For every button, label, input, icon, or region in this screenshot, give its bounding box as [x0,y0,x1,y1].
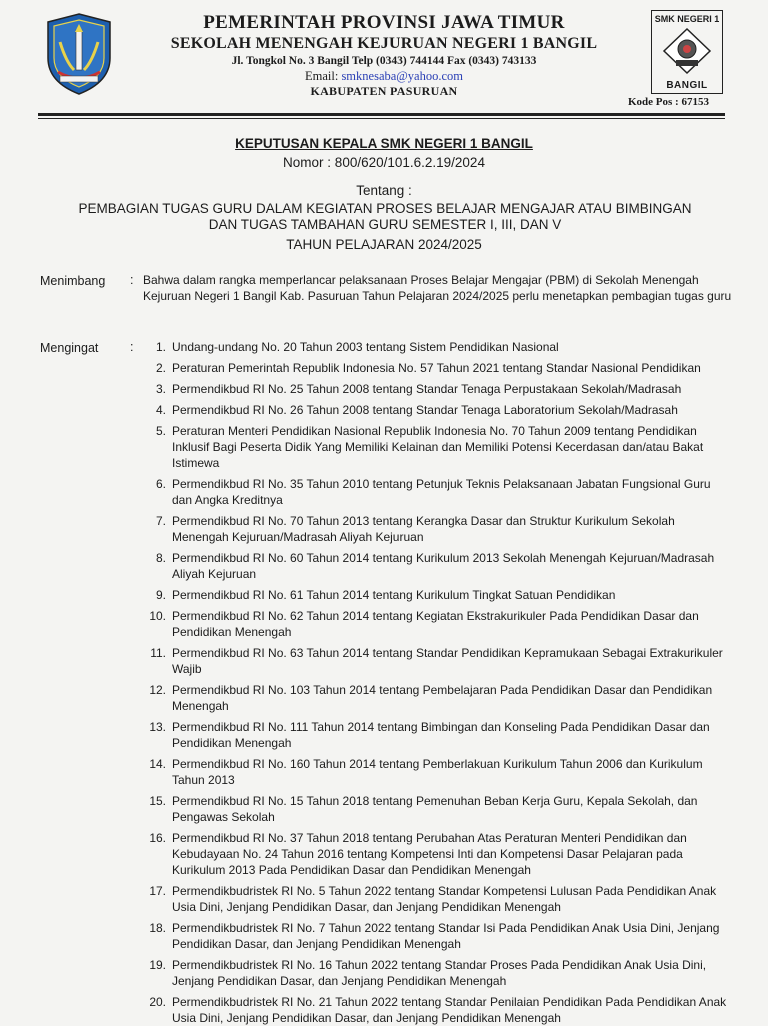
academic-year: TAHUN PELAJARAN 2024/2025 [286,237,482,252]
email-label: Email: [304,69,342,83]
decree-number: Nomor : 800/620/101.6.2.19/2024 [283,155,485,170]
list-item-number: 15. [149,794,166,808]
list-item [0,793,768,825]
list-item [0,957,768,989]
list-item-text: Permendikbudristek RI No. 7 Tahun 2022 tentang Standar Isi Pada Pendidikan Anak Usia Dini, Jenjang Pendidikan Dasar, dan Jenjang Pendidikan Menengah [172,921,720,951]
list-item-text: Permendikbud RI No. 37 Tahun 2018 tentang Perubahan Atas Peraturan Menteri Pendidikan dan Kebudayaan No. 24 Tahun 2016 tentang Kompetensi Inti dan Kompetensi Dasar Pelajaran pada Kurikulum 2013 Pada Pendidikan Dasar dan Pendidikan Menengah [172,831,687,877]
list-item-number: 6. [155,477,166,491]
school-logo-top-text: SMK NEGERI 1 [654,14,720,24]
school-logo [651,10,723,94]
list-item [0,339,768,355]
list-item-text: Permendikbud RI No. 62 Tahun 2014 tentang Kegiatan Ekstrakurikuler Pada Pendidikan Dasar dan Pendidikan Menengah [172,609,699,639]
school-logo-bottom-text: BANGIL [666,80,708,91]
list-item [0,360,768,376]
menimbang-text: Bahwa dalam rangka memperlancar pelaksanaan Proses Belajar Mengajar (PBM) di Sekolah Menengah Kejuruan Negeri 1 Bangil Kab. Pasuruan Tahun Pelajaran 2024/2025 perlu menetapkan pembagian tugas guru [143,273,732,303]
list-item-number: 20. [149,995,166,1009]
list-item [0,830,768,878]
list-item-number: 8. [155,551,166,565]
list-item-number: 12. [149,683,166,697]
mengingat-list [0,339,768,1026]
list-item-number: 19. [149,958,166,972]
list-item-number: 3. [155,382,166,396]
list-item [0,719,768,751]
header-divider-thick [38,113,725,116]
list-item-number: 2. [155,361,166,375]
list-item [0,682,768,714]
list-item-number: 16. [149,831,166,845]
list-item-number: 13. [149,720,166,734]
list-item-number: 18. [149,921,166,935]
list-item-text: Undang-undang No. 20 Tahun 2003 tentang Sistem Pendidikan Nasional [172,340,559,354]
school-address: Jl. Tongkol No. 3 Bangil Telp (0343) 744144 Fax (0343) 743133 [231,55,537,67]
list-item-text: Permendikbud RI No. 160 Tahun 2014 tentang Pemberlakuan Kurikulum Tahun 2006 dan Kurikulum Tahun 2013 [172,757,703,787]
list-item-text: Permendikbud RI No. 103 Tahun 2014 tentang Pembelajaran Pada Pendidikan Dasar dan Pendidikan Menengah [172,683,713,713]
list-item-number: 1. [155,340,166,354]
list-item-text: Permendikbud RI No. 26 Tahun 2008 tentang Standar Tenaga Laboratorium Sekolah/Madrasah [172,403,678,417]
list-item [0,402,768,418]
list-item-text: Permendikbud RI No. 61 Tahun 2014 tentang Kurikulum Tingkat Satuan Pendidikan [172,588,616,602]
list-item [0,994,768,1026]
list-item-text: Peraturan Menteri Pendidikan Nasional Republik Indonesia No. 70 Tahun 2009 tentang Pendidikan Inklusif Bagi Peserta Didik Yang Memiliki Kelainan dan Memiliki Potensi Kecerdasan dan/atau Bakat Istimewa [172,424,704,470]
subject-line-1: PEMBAGIAN TUGAS GURU DALAM KEGIATAN PROSES BELAJAR MENGAJAR ATAU BIMBINGAN [78,201,692,216]
list-item-text: Permendikbud RI No. 35 Tahun 2010 tentang Petunjuk Teknis Pelaksanaan Jabatan Fungsional Guru dan Angka Kreditnya [172,477,711,507]
subject-line-2: DAN TUGAS TAMBAHAN GURU SEMESTER I, III, DAN V [208,217,562,232]
list-item-text: Permendikbud RI No. 15 Tahun 2018 tentang Pemenuhan Beban Kerja Guru, Kepala Sekolah, dan Pengawas Sekolah [172,794,698,824]
mengingat-label: Mengingat [40,341,99,355]
regency-name: KABUPATEN PASURUAN [310,84,458,98]
list-item-number: 17. [149,884,166,898]
school-name: SEKOLAH MENENGAH KEJURUAN NEGERI 1 BANGIL [170,35,598,52]
list-item-number: 9. [155,588,166,602]
list-item-number: 7. [155,514,166,528]
list-item-text: Permendikbud RI No. 111 Tahun 2014 tentang Bimbingan dan Konseling Pada Pendidikan Dasar dan Pendidikan Menengah [172,720,710,750]
menimbang-colon: : [130,273,134,287]
mengingat-colon: : [130,340,134,354]
list-item [0,920,768,952]
east-java-emblem-icon [44,12,114,96]
decree-subject [40,201,730,233]
list-item [0,608,768,640]
decree-title [0,136,768,151]
list-item [0,756,768,788]
list-item-number: 5. [155,424,166,438]
list-item-text: Permendikbud RI No. 60 Tahun 2014 tentang Kurikulum 2013 Sekolah Menengah Kejuruan/Madrasah Aliyah Kejuruan [172,551,715,581]
menimbang-label: Menimbang [40,274,106,288]
list-item [0,381,768,397]
list-item [0,550,768,582]
list-item-number: 4. [155,403,166,417]
email-line [120,69,648,84]
list-item [0,423,768,471]
list-item [0,883,768,915]
list-item [0,476,768,508]
list-item-number: 10. [149,609,166,623]
decree-title-text: KEPUTUSAN KEPALA SMK NEGERI 1 BANGIL [235,136,533,151]
header-divider-thin [38,118,725,119]
gear-emblem-icon [662,27,712,75]
postal-code: Kode Pos : 67153 [628,96,709,108]
list-item-text: Permendikbudristek RI No. 16 Tahun 2022 tentang Standar Proses Pada Pendidikan Anak Usia Dini, Jenjang Pendidikan Dasar, dan Jenjang Pendidikan Menengah [172,958,707,988]
list-item-text: Permendikbud RI No. 25 Tahun 2008 tentang Standar Tenaga Perpustakaan Sekolah/Madrasah [172,382,682,396]
list-item-text: Peraturan Pemerintah Republik Indonesia No. 57 Tahun 2021 tentang Standar Nasional Pendidikan [172,361,701,375]
list-item [0,587,768,603]
list-item-text: Permendikbud RI No. 63 Tahun 2014 tentang Standar Pendidikan Kepramukaan Sebagai Extrakurikuler Wajib [172,646,723,676]
list-item-number: 11. [150,646,166,660]
list-item [0,513,768,545]
list-item-text: Permendikbudristek RI No. 5 Tahun 2022 tentang Standar Kompetensi Lulusan Pada Pendidikan Anak Usia Dini, Jenjang Pendidikan Dasar, dan Jenjang Pendidikan Menengah [172,884,717,914]
about-label: Tentang : [356,183,412,198]
list-item-text: Permendikbudristek RI No. 21 Tahun 2022 tentang Standar Penilaian Pendidikan Pada Pendidikan Anak Usia Dini, Jenjang Pendidikan Dasar, dan Jenjang Pendidikan Menengah [172,995,727,1025]
province-name: PEMERINTAH PROVINSI JAWA TIMUR [203,12,565,33]
email-link[interactable]: smknesaba@yahoo.com [341,69,463,83]
letterhead [120,12,648,99]
list-item-text: Permendikbud RI No. 70 Tahun 2013 tentang Kerangka Dasar dan Struktur Kurikulum Sekolah Menengah Kejuruan/Madrasah Aliyah Kejuruan [172,514,675,544]
list-item-number: 14. [149,757,166,771]
list-item [0,645,768,677]
